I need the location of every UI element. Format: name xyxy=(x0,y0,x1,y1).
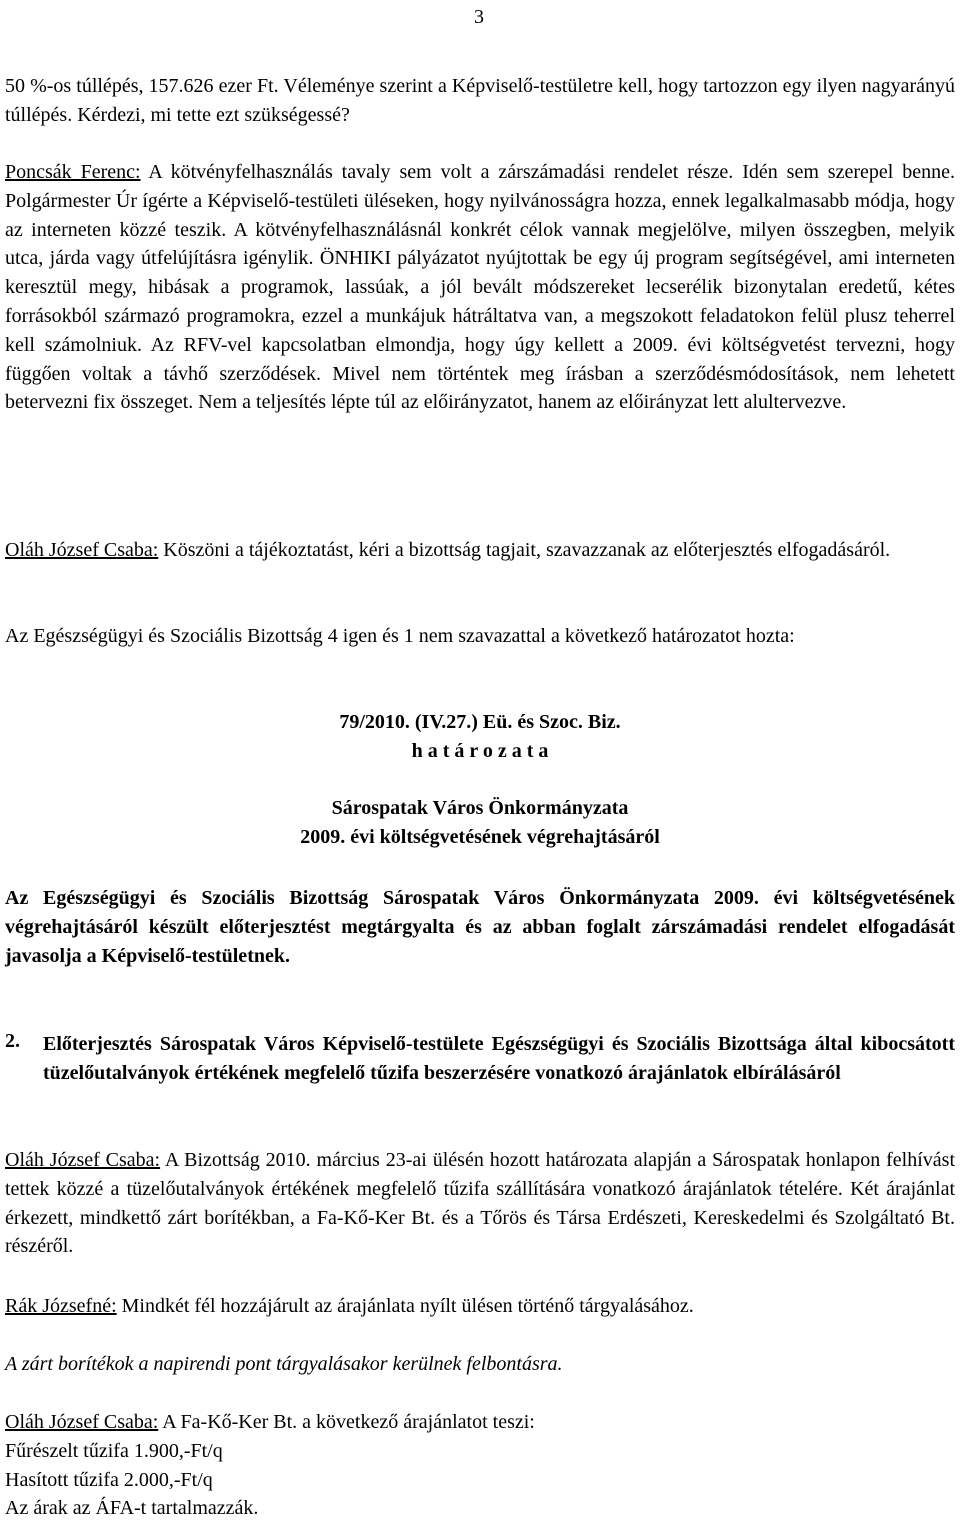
resolution-subject-line1: Sárospatak Város Önkormányzata xyxy=(331,797,629,819)
paragraph-text: A Bizottság 2010. március 23-ai ülésén hozott határozata alapján a Sárospatak honlapon felhívást tettek közzé a tüzelőutalványok értékének megfelelő tűzifa szállítására vonatkozó árajánlatok tételére. Két árajánlat érkezett, mindkettő zárt borítékban, a Fa-Kő-Ker Bt. és a Tőrös és Társa Erdészeti, Kereskedelmi és Szolgáltató Bt. részéről. xyxy=(5,1149,955,1258)
paragraph-olah-2 xyxy=(5,1146,955,1261)
paragraph-olah-3 xyxy=(5,1408,955,1523)
resolution-subject-line2: 2009. évi költségvetésének végrehajtásáról xyxy=(300,825,660,848)
resolution-header xyxy=(5,708,955,766)
agenda-item-2 xyxy=(5,1030,955,1088)
paragraph-note: A zárt borítékok a napirendi pont tárgyalásakor kerülnek felbontásra. xyxy=(5,1353,563,1375)
paragraph-text: Köszöni a tájékoztatást, kéri a bizottság tagjait, szavazzanak az előterjesztés elfogadásáról. xyxy=(158,539,891,561)
speaker-name: Oláh József Csaba: xyxy=(5,1149,161,1171)
resolution-word: h a t á r o z a t a xyxy=(411,739,549,762)
page-number: 3 xyxy=(474,6,484,28)
paragraph-vote: Az Egészségügyi és Szociális Bizottság 4 igen és 1 nem szavazattal a következő határozatot hozta: xyxy=(5,625,795,647)
paragraph-rak xyxy=(5,1292,955,1321)
paragraph-intro: 50 %-os túllépés, 157.626 ezer Ft. Véleménye szerint a Képviselő-testületre kell, hogy tartozzon egy ilyen nagyarányú túllépés. Kérdezi, mi tette ezt szükségessé? xyxy=(5,75,955,126)
offer-line: Hasított tűzifa 2.000,-Ft/q xyxy=(5,1468,213,1491)
resolution-number: 79/2010. (IV.27.) Eü. és Szoc. Biz. xyxy=(339,711,621,733)
agenda-item-title: Előterjesztés Sárospatak Város Képviselő-testülete Egészségügyi és Szociális Bizottsága által kibocsátott tüzelőutalványok értékének megfelelő tűzifa beszerzésére vonatkozó árajánlatok elbírálásáról xyxy=(43,1033,955,1084)
offer-line: Fűrészelt tűzifa 1.900,-Ft/q xyxy=(5,1439,223,1462)
speaker-name: Rák Józsefné: xyxy=(5,1295,117,1317)
paragraph-text: A Fa-Kő-Ker Bt. a következő árajánlatot teszi: xyxy=(158,1411,535,1433)
paragraph-text: A kötvényfelhasználás tavaly sem volt a zárszámadási rendelet része. Idén sem szerepel benne. Polgármester Úr ígérte a Képviselő-testületi üléseken, hogy nyilvánosságra hozza, ennek legalkalmasabb módja, hogy az interneten közzé teszik. A kötvényfelhasználásnál konkrét célok vannak megjelölve, milyen összegben, melyik utca, járda vagy útfelújításra igénylik. ÖNHIKI pályázatot nyújtottak be egy új program segítségével, ami interneten keresztül megy, hibásak a programok, lassúak, a jól bevált módszereket lecserélik bizonytalan eredetű, kétes forrásokból származó programokra, ezzel a munkájuk hátráltatva van, a megszokott feladatokon felül plusz teherrel kell számolniuk. Az RFV-vel kapcsolatban elmondja, hogy úgy kellett a 2009. évi költségvetést tervezni, hogy függően voltak a távhő szerződések. Mivel nem történtek meg írásban a szerződésmódosítások, nem lehetett betervezni fix összeget. Nem a teljesítés lépte túl az előirányzatot, hanem az előirányzat lett alultervezve. xyxy=(5,161,955,414)
paragraph-poncsak xyxy=(5,158,955,417)
speaker-name: Oláh József Csaba: xyxy=(5,1411,159,1433)
paragraph-text: Mindkét fél hozzájárult az árajánlata nyílt ülésen történő tárgyalásához. xyxy=(116,1295,694,1317)
agenda-item-number: 2. xyxy=(5,1030,20,1052)
offer-line: Az árak az ÁFA-t tartalmazzák. xyxy=(5,1497,259,1520)
resolution-body: Az Egészségügyi és Szociális Bizottság Sárospatak Város Önkormányzata 2009. évi költségvetésének végrehajtásáról készült előterjesztést megtárgyalta és az abban foglalt zárszámadási rendelet elfogadását javasolja a Képviselő-testületnek. xyxy=(5,887,955,967)
paragraph-olah-1 xyxy=(5,536,955,565)
resolution-subject xyxy=(5,794,955,852)
speaker-name: Oláh József Csaba: xyxy=(5,539,159,561)
speaker-name: Poncsák Ferenc: xyxy=(5,161,141,183)
